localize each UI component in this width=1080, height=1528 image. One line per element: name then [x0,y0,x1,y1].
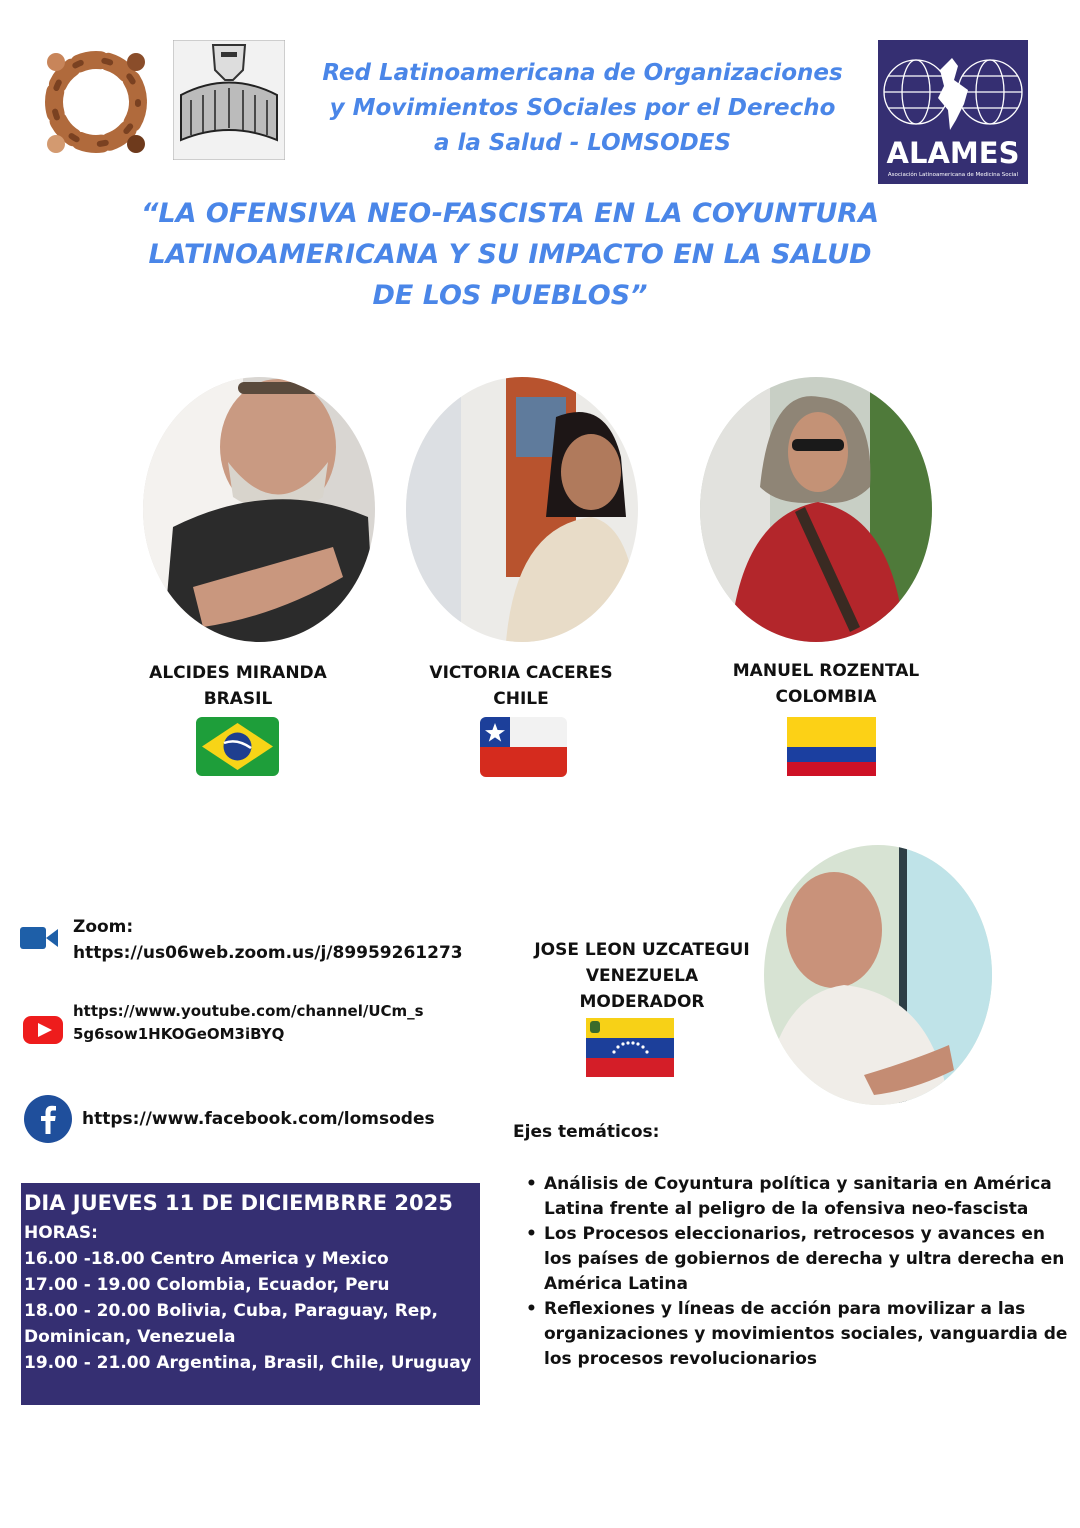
illustration-logo [173,40,285,160]
schedule-line: 19.00 - 21.00 Argentina, Brasil, Chile, Uruguay [24,1353,472,1373]
chile-flag-icon [480,717,567,777]
ejes-title: Ejes temáticos: [513,1122,660,1142]
ejes-list [522,1172,1068,1372]
speaker-photo-victoria [406,377,638,642]
speaker-photo-alcides [143,377,375,642]
eje-line: • Análisis de Coyuntura política y sanitaria en América [544,1174,1052,1194]
eje-line: los países de gobiernos de derecha y ultra derecha en [544,1249,1065,1269]
alames-subtitle: Asociación Latinoamericana de Medicina Social [887,172,1019,178]
event-title-line: DE LOS PUEBLOS” [372,280,648,311]
colombia-flag-icon [787,717,876,776]
speaker-country: COLOMBIA [775,687,877,707]
venezuela-flag-icon [586,1018,674,1077]
eje-line: los procesos revolucionarios [544,1349,817,1369]
org-title-line: a la Salud - LOMSODES [433,130,732,156]
moderator-country: VENEZUELA [585,966,699,986]
speaker-photo-manuel [700,377,932,642]
alames-wordmark: ALAMES [886,136,1020,170]
organization-title [300,56,865,161]
speaker-name: ALCIDES MIRANDA [149,663,327,683]
eje-line: • Los Procesos eleccionarios, retrocesos y avances en [544,1224,1045,1244]
brazil-flag-icon [196,717,279,776]
youtube-url-line[interactable]: 5g6sow1HKOGeOM3iBYQ [73,1025,285,1043]
speaker-country: BRASIL [203,689,273,709]
facebook-icon[interactable] [23,1094,73,1144]
zoom-url[interactable]: https://us06web.zoom.us/j/89959261273 [73,943,463,963]
schedule-line: Dominican, Venezuela [24,1327,236,1347]
moderator-info [522,937,762,1015]
speaker-country: CHILE [493,689,549,709]
alames-logo [878,40,1028,184]
zoom-link[interactable] [73,914,463,966]
speaker-info-victoria [421,660,621,712]
youtube-url-line[interactable]: https://www.youtube.com/channel/UCm_s [73,1002,424,1020]
zoom-label: Zoom: [73,917,134,937]
event-title-line: “LA OFENSIVA NEO-FASCISTA EN LA COYUNTURA [141,198,879,229]
youtube-icon[interactable] [23,1016,63,1044]
schedule-line: 17.00 - 19.00 Colombia, Ecuador, Peru [24,1275,390,1295]
speaker-name: MANUEL ROZENTAL [732,661,920,681]
hours-label: HORAS: [24,1223,98,1243]
eje-line: América Latina [544,1274,688,1294]
eje-line: • Reflexiones y líneas de acción para movilizar a las [544,1299,1026,1319]
list-item [522,1172,1062,1222]
org-title-line: Red Latinoamericana de Organizaciones [322,60,843,86]
speaker-info-manuel [726,658,926,710]
eje-line: Latina frente al peligro de la ofensiva neo-fascista [544,1199,1029,1219]
moderator-role: MODERADOR [579,992,705,1012]
speaker-info-alcides [138,660,338,712]
schedule-box [21,1183,480,1405]
org-title-line: y Movimientos SOciales por el Derecho [329,95,836,121]
schedule-line: 16.00 -18.00 Centro America y Mexico [24,1249,389,1269]
event-date: DIA JUEVES 11 DE DICIEMBRRE 2025 [24,1191,453,1215]
list-item [522,1297,1068,1372]
event-title [120,193,900,316]
globe-icon [878,40,1028,140]
youtube-link[interactable] [73,1000,424,1046]
zoom-camera-icon[interactable] [20,925,58,951]
schedule-line: 18.00 - 20.00 Bolivia, Cuba, Paraguay, Rep, [24,1301,438,1321]
hands-circle-logo [36,40,156,164]
event-title-line: LATINOAMERICANA Y SU IMPACTO EN LA SALUD [148,239,872,270]
moderator-photo [764,845,992,1105]
list-item [522,1222,1065,1297]
facebook-link[interactable]: https://www.facebook.com/lomsodes [82,1109,435,1129]
speaker-name: VICTORIA CACERES [429,663,613,683]
moderator-name: JOSE LEON UZCATEGUI [534,940,750,960]
eje-line: organizaciones y movimientos sociales, vanguardia de [544,1324,1068,1344]
schedule-lines [24,1220,471,1376]
